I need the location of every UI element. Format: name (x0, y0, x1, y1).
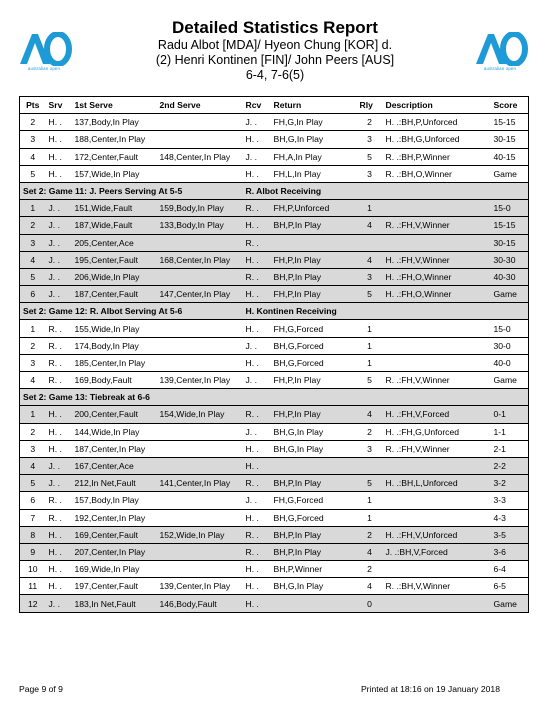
receiver-cell: H. . (243, 457, 271, 474)
second-serve-cell: 147,Center,In Play (157, 286, 243, 303)
point-number-cell: 3 (20, 354, 46, 371)
australian-open-logo-left (14, 32, 74, 84)
column-header: 1st Serve (72, 97, 157, 114)
table-row (20, 337, 529, 354)
table-row (20, 509, 529, 526)
receiver-cell: H. . (243, 509, 271, 526)
second-serve-cell: 133,Body,In Play (157, 217, 243, 234)
receiver-cell: R. . (243, 475, 271, 492)
score-cell: 15-0 (491, 200, 529, 217)
receiver-cell: J. . (243, 148, 271, 165)
game-section-title: Set 2: Game 11: J. Peers Serving At 5-5 (20, 182, 243, 199)
receiver-cell: R. . (243, 234, 271, 251)
table-row (20, 114, 529, 131)
point-number-cell: 4 (20, 457, 46, 474)
score-cell: 30-15 (491, 131, 529, 148)
rally-cell: 4 (357, 578, 383, 595)
server-cell: H. . (46, 165, 72, 182)
rally-cell: 1 (357, 492, 383, 509)
server-cell: J. . (46, 286, 72, 303)
description-cell: R. .:FH,V,Winner (383, 217, 491, 234)
first-serve-cell: 187,Center,In Play (72, 440, 157, 457)
table-row (20, 234, 529, 251)
return-cell: FH,P,In Play (271, 286, 357, 303)
first-serve-cell: 137,Body,In Play (72, 114, 157, 131)
column-header: Description (383, 97, 491, 114)
receiver-cell: J. . (243, 337, 271, 354)
point-number-cell: 2 (20, 114, 46, 131)
point-number-cell: 2 (20, 423, 46, 440)
rally-cell: 4 (357, 217, 383, 234)
first-serve-cell: 157,Body,In Play (72, 492, 157, 509)
return-cell: FH,G,Forced (271, 492, 357, 509)
table-row (20, 475, 529, 492)
first-serve-cell: 212,In Net,Fault (72, 475, 157, 492)
table-row (20, 200, 529, 217)
second-serve-cell: 139,Center,In Play (157, 372, 243, 389)
statistics-table (19, 96, 529, 613)
column-header: 2nd Serve (157, 97, 243, 114)
column-header: Score (491, 97, 529, 114)
first-serve-cell: 200,Center,Fault (72, 406, 157, 423)
column-header: Return (271, 97, 357, 114)
description-cell: H. .:FH,O,Winner (383, 286, 491, 303)
first-serve-cell: 188,Center,In Play (72, 131, 157, 148)
second-serve-cell (157, 423, 243, 440)
game-section-row (20, 389, 529, 406)
score-cell: 3-2 (491, 475, 529, 492)
table-row (20, 526, 529, 543)
rally-cell: 1 (357, 337, 383, 354)
return-cell (271, 234, 357, 251)
point-number-cell: 5 (20, 475, 46, 492)
game-section-title: Set 2: Game 12: R. Albot Serving At 5-6 (20, 303, 243, 320)
point-number-cell: 3 (20, 234, 46, 251)
description-cell: R. .:BH,V,Winner (383, 578, 491, 595)
second-serve-cell: 152,Wide,In Play (157, 526, 243, 543)
description-cell: R. .:FH,V,Winner (383, 440, 491, 457)
first-serve-cell: 174,Body,In Play (72, 337, 157, 354)
description-cell: R. .:BH,P,Winner (383, 148, 491, 165)
score-cell: 4-3 (491, 509, 529, 526)
server-cell: J. . (46, 251, 72, 268)
point-number-cell: 4 (20, 148, 46, 165)
score-cell: 0-1 (491, 406, 529, 423)
rally-cell: 3 (357, 165, 383, 182)
return-cell: FH,P,In Play (271, 251, 357, 268)
server-cell: J. . (46, 200, 72, 217)
score-cell: 40-0 (491, 354, 529, 371)
game-section-row (20, 182, 529, 199)
server-cell: J. . (46, 234, 72, 251)
second-serve-cell (157, 543, 243, 560)
table-row (20, 406, 529, 423)
receiver-cell: H. . (243, 165, 271, 182)
score-cell: Game (491, 165, 529, 182)
return-cell: BH,G,In Play (271, 423, 357, 440)
server-cell: H. . (46, 148, 72, 165)
return-cell: BH,G,In Play (271, 578, 357, 595)
table-row (20, 578, 529, 595)
point-number-cell: 11 (20, 578, 46, 595)
second-serve-cell (157, 234, 243, 251)
receiver-cell: H. . (243, 217, 271, 234)
rally-cell: 2 (357, 561, 383, 578)
first-serve-cell: 205,Center,Ace (72, 234, 157, 251)
point-number-cell: 12 (20, 595, 46, 612)
server-cell: R. . (46, 492, 72, 509)
first-serve-cell: 185,Center,In Play (72, 354, 157, 371)
point-number-cell: 9 (20, 543, 46, 560)
rally-cell: 3 (357, 440, 383, 457)
point-number-cell: 4 (20, 251, 46, 268)
column-header: Rly (357, 97, 383, 114)
rally-cell: 1 (357, 509, 383, 526)
rally-cell: 5 (357, 286, 383, 303)
rally-cell: 4 (357, 543, 383, 560)
description-cell: H. .:FH,V,Unforced (383, 526, 491, 543)
first-serve-cell: 183,In Net,Fault (72, 595, 157, 612)
server-cell: J. . (46, 475, 72, 492)
game-section-row (20, 303, 529, 320)
description-cell (383, 354, 491, 371)
receiver-cell: H. . (243, 578, 271, 595)
first-serve-cell: 192,Center,In Play (72, 509, 157, 526)
table-header-row (20, 97, 529, 114)
first-serve-cell: 169,Body,Fault (72, 372, 157, 389)
second-serve-cell: 146,Body,Fault (157, 595, 243, 612)
table-row (20, 165, 529, 182)
second-serve-cell (157, 165, 243, 182)
table-row (20, 354, 529, 371)
first-serve-cell: 187,Center,Fault (72, 286, 157, 303)
point-number-cell: 1 (20, 406, 46, 423)
rally-cell (357, 457, 383, 474)
description-cell: R. .:FH,V,Winner (383, 372, 491, 389)
second-serve-cell (157, 561, 243, 578)
second-serve-cell (157, 354, 243, 371)
score-cell: 40-30 (491, 268, 529, 285)
server-cell: J. . (46, 595, 72, 612)
first-serve-cell: 207,Center,In Play (72, 543, 157, 560)
description-cell: H. .:FH,V,Forced (383, 406, 491, 423)
printed-timestamp: Printed at 18:16 on 19 January 2018 (360, 684, 500, 694)
second-serve-cell: 139,Center,In Play (157, 578, 243, 595)
description-cell: H. .:BH,L,Unforced (383, 475, 491, 492)
server-cell: H. . (46, 406, 72, 423)
receiver-cell: R. . (243, 200, 271, 217)
first-serve-cell: 157,Wide,In Play (72, 165, 157, 182)
rally-cell: 0 (357, 595, 383, 612)
receiver-cell: H. . (243, 286, 271, 303)
server-cell: R. . (46, 509, 72, 526)
description-cell (383, 200, 491, 217)
game-section-receiver (243, 389, 529, 406)
logo-caption-right: australian open (483, 66, 517, 71)
server-cell: H. . (46, 114, 72, 131)
table-row (20, 492, 529, 509)
table-row (20, 595, 529, 612)
receiver-cell: J. . (243, 372, 271, 389)
score-cell: 3-6 (491, 543, 529, 560)
return-cell: FH,G,In Play (271, 114, 357, 131)
point-number-cell: 5 (20, 165, 46, 182)
first-serve-cell: 206,Wide,In Play (72, 268, 157, 285)
rally-cell: 3 (357, 268, 383, 285)
page-number: Page 9 of 9 (19, 684, 63, 694)
point-number-cell: 4 (20, 372, 46, 389)
return-cell: FH,P,In Play (271, 406, 357, 423)
point-number-cell: 7 (20, 509, 46, 526)
description-cell: H. .:BH,G,Unforced (383, 131, 491, 148)
match-line-2: (2) Henri Kontinen [FIN]/ John Peers [AUS] (155, 53, 395, 67)
second-serve-cell (157, 337, 243, 354)
point-number-cell: 2 (20, 217, 46, 234)
report-header (0, 18, 550, 88)
description-cell (383, 320, 491, 337)
receiver-cell: R. . (243, 526, 271, 543)
score-cell: 30-0 (491, 337, 529, 354)
first-serve-cell: 144,Wide,In Play (72, 423, 157, 440)
receiver-cell: H. . (243, 320, 271, 337)
return-cell: BH,P,In Play (271, 268, 357, 285)
description-cell (383, 457, 491, 474)
table-row (20, 423, 529, 440)
server-cell: H. . (46, 423, 72, 440)
score-cell: 1-1 (491, 423, 529, 440)
server-cell: H. . (46, 131, 72, 148)
return-cell (271, 457, 357, 474)
column-header: Pts (20, 97, 46, 114)
table-row (20, 561, 529, 578)
table-row (20, 286, 529, 303)
description-cell (383, 492, 491, 509)
point-number-cell: 2 (20, 337, 46, 354)
description-cell: R. .:BH,O,Winner (383, 165, 491, 182)
server-cell: H. . (46, 526, 72, 543)
second-serve-cell (157, 440, 243, 457)
receiver-cell: H. . (243, 595, 271, 612)
logo-caption-left: australian open (27, 66, 61, 71)
table-row (20, 440, 529, 457)
receiver-cell: H. . (243, 251, 271, 268)
description-cell: J. .:BH,V,Forced (383, 543, 491, 560)
australian-open-logo-right (470, 32, 530, 84)
score-cell: Game (491, 372, 529, 389)
rally-cell: 1 (357, 200, 383, 217)
score-cell: Game (491, 286, 529, 303)
description-cell: H. .:FH,O,Winner (383, 268, 491, 285)
table-row (20, 320, 529, 337)
server-cell: R. . (46, 337, 72, 354)
score-cell: 2-2 (491, 457, 529, 474)
server-cell: H. . (46, 543, 72, 560)
server-cell: H. . (46, 561, 72, 578)
server-cell: J. . (46, 457, 72, 474)
receiver-cell: H. . (243, 354, 271, 371)
first-serve-cell: 187,Wide,Fault (72, 217, 157, 234)
score-cell: 30-15 (491, 234, 529, 251)
title-block (100, 18, 450, 83)
description-cell: H. .:FH,V,Winner (383, 251, 491, 268)
rally-cell: 5 (357, 475, 383, 492)
return-cell: FH,G,Forced (271, 320, 357, 337)
score-cell: 40-15 (491, 148, 529, 165)
second-serve-cell (157, 320, 243, 337)
server-cell: R. . (46, 372, 72, 389)
rally-cell: 5 (357, 372, 383, 389)
description-cell: H. .:BH,P,Unforced (383, 114, 491, 131)
score-cell: 6-4 (491, 561, 529, 578)
point-number-cell: 6 (20, 286, 46, 303)
first-serve-cell: 155,Wide,In Play (72, 320, 157, 337)
rally-cell: 4 (357, 406, 383, 423)
server-cell: R. . (46, 320, 72, 337)
second-serve-cell: 159,Body,In Play (157, 200, 243, 217)
receiver-cell: H. . (243, 131, 271, 148)
return-cell: BH,P,In Play (271, 217, 357, 234)
return-cell: BH,P,In Play (271, 526, 357, 543)
score-cell: Game (491, 595, 529, 612)
first-serve-cell: 169,Wide,In Play (72, 561, 157, 578)
receiver-cell: J. . (243, 423, 271, 440)
second-serve-cell: 154,Wide,In Play (157, 406, 243, 423)
match-score: 6-4, 7-6(5) (245, 68, 305, 82)
return-cell: BH,G,Forced (271, 509, 357, 526)
rally-cell (357, 234, 383, 251)
point-number-cell: 5 (20, 268, 46, 285)
server-cell: R. . (46, 354, 72, 371)
table-row (20, 457, 529, 474)
receiver-cell: H. . (243, 440, 271, 457)
first-serve-cell: 167,Center,Ace (72, 457, 157, 474)
return-cell: BH,G,Forced (271, 337, 357, 354)
return-cell: BH,G,Forced (271, 354, 357, 371)
table-row (20, 251, 529, 268)
point-number-cell: 1 (20, 200, 46, 217)
score-cell: 2-1 (491, 440, 529, 457)
rally-cell: 1 (357, 354, 383, 371)
point-number-cell: 10 (20, 561, 46, 578)
report-title: Detailed Statistics Report (172, 18, 378, 37)
rally-cell: 5 (357, 148, 383, 165)
receiver-cell: R. . (243, 406, 271, 423)
second-serve-cell (157, 492, 243, 509)
server-cell: H. . (46, 578, 72, 595)
table-row (20, 131, 529, 148)
column-header: Rcv (243, 97, 271, 114)
first-serve-cell: 197,Center,Fault (72, 578, 157, 595)
point-number-cell: 3 (20, 131, 46, 148)
rally-cell: 2 (357, 114, 383, 131)
description-cell (383, 595, 491, 612)
second-serve-cell: 141,Center,In Play (157, 475, 243, 492)
rally-cell: 1 (357, 320, 383, 337)
server-cell: J. . (46, 217, 72, 234)
second-serve-cell: 168,Center,In Play (157, 251, 243, 268)
rally-cell: 3 (357, 131, 383, 148)
return-cell: FH,P,Unforced (271, 200, 357, 217)
point-number-cell: 1 (20, 320, 46, 337)
table-row (20, 372, 529, 389)
score-cell: 15-15 (491, 217, 529, 234)
table-row (20, 148, 529, 165)
rally-cell: 4 (357, 251, 383, 268)
score-cell: 3-5 (491, 526, 529, 543)
return-cell: BH,G,In Play (271, 131, 357, 148)
table-row (20, 217, 529, 234)
second-serve-cell (157, 268, 243, 285)
description-cell (383, 509, 491, 526)
score-cell: 30-30 (491, 251, 529, 268)
game-section-title: Set 2: Game 13: Tiebreak at 6-6 (20, 389, 243, 406)
return-cell: FH,L,In Play (271, 165, 357, 182)
description-cell (383, 234, 491, 251)
second-serve-cell: 148,Center,In Play (157, 148, 243, 165)
score-cell: 15-15 (491, 114, 529, 131)
description-cell: H. .:FH,G,Unforced (383, 423, 491, 440)
rally-cell: 2 (357, 526, 383, 543)
score-cell: 3-3 (491, 492, 529, 509)
score-cell: 6-5 (491, 578, 529, 595)
return-cell: FH,A,In Play (271, 148, 357, 165)
table-body (20, 114, 529, 612)
receiver-cell: R. . (243, 268, 271, 285)
server-cell: J. . (46, 268, 72, 285)
return-cell: BH,P,In Play (271, 543, 357, 560)
description-cell (383, 561, 491, 578)
rally-cell: 2 (357, 423, 383, 440)
second-serve-cell (157, 509, 243, 526)
server-cell: H. . (46, 440, 72, 457)
match-line-1: Radu Albot [MDA]/ Hyeon Chung [KOR] d. (157, 38, 393, 52)
receiver-cell: H. . (243, 561, 271, 578)
game-section-receiver: H. Kontinen Receiving (243, 303, 529, 320)
receiver-cell: J. . (243, 492, 271, 509)
return-cell: BH,P,In Play (271, 475, 357, 492)
first-serve-cell: 169,Center,Fault (72, 526, 157, 543)
first-serve-cell: 195,Center,Fault (72, 251, 157, 268)
table-row (20, 543, 529, 560)
second-serve-cell (157, 114, 243, 131)
point-number-cell: 8 (20, 526, 46, 543)
second-serve-cell (157, 457, 243, 474)
receiver-cell: R. . (243, 543, 271, 560)
return-cell: BH,P,Winner (271, 561, 357, 578)
second-serve-cell (157, 131, 243, 148)
game-section-receiver: R. Albot Receiving (243, 182, 529, 199)
return-cell: FH,P,In Play (271, 372, 357, 389)
description-cell (383, 337, 491, 354)
score-cell: 15-0 (491, 320, 529, 337)
table-row (20, 268, 529, 285)
return-cell (271, 595, 357, 612)
receiver-cell: J. . (243, 114, 271, 131)
first-serve-cell: 151,Wide,Fault (72, 200, 157, 217)
point-number-cell: 3 (20, 440, 46, 457)
point-number-cell: 6 (20, 492, 46, 509)
first-serve-cell: 172,Center,Fault (72, 148, 157, 165)
return-cell: BH,G,In Play (271, 440, 357, 457)
column-header: Srv (46, 97, 72, 114)
